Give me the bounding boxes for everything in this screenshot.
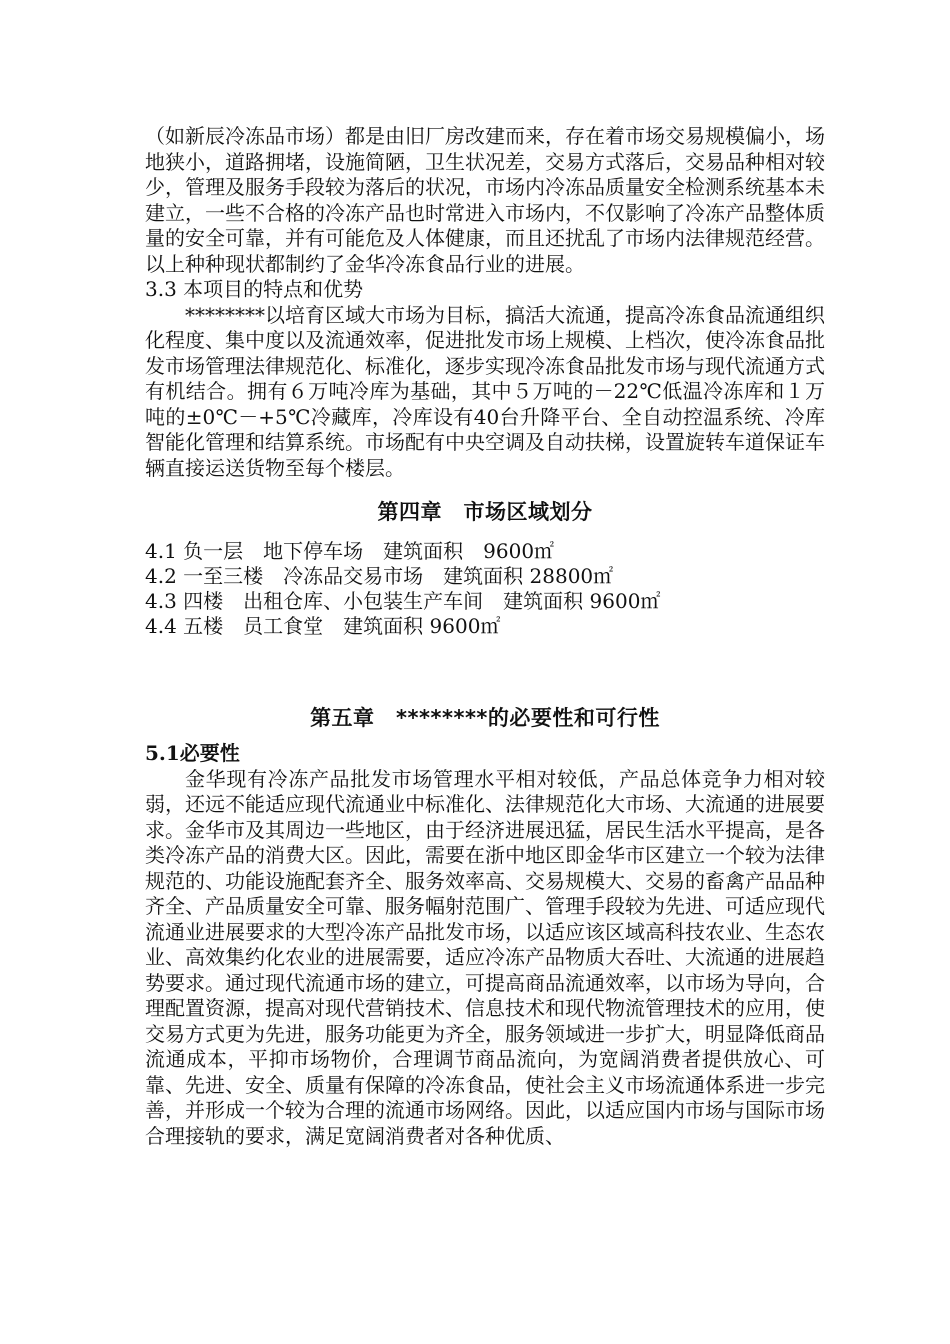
section3-features-paragraph: ********以培育区域大市场为目标，搞活大流通，提高冷冻食品流通组织化程度、集中度以及流通效率，促进批发市场上规模、上档次，使冷冻食品批发市场管理法律规范化、标准化，逐步实现冷冻食品批发市场与现代流通方式有机结合。拥有６万吨冷库为基础，其中５万吨的－22℃低温冷冻库和１万吨的±0℃－+5℃冷藏库，冷库设有40台升降平台、全自动控温系统、冷库智能化管理和结算系统。市场配有中央空调及自动扶梯，设置旋转车道保证车辆直接运送货物至每个楼层。 — [145, 302, 825, 480]
chapter-4-title: 第四章 市场区域划分 — [377, 500, 593, 524]
chapter-5-title: 第五章 ********的必要性和可行性 — [310, 706, 660, 730]
section3-paragraph-continued: （如新辰冷冻品市场）都是由旧厂房改建而来，存在着市场交易规模偏小，场地狭小，道路拥堵，设施简陋，卫生状况差，交易方式落后，交易品种相对较少，管理及服务手段较为落后的状况，市场内冷冻品质量安全检测系统基本未建立，一些不合格的冷冻产品也时常进入市场内，不仅影响了冷冻产品整体质量的安全可靠，并有可能危及人体健康，而且还扰乱了市场内法律规范经营。以上种种现状都制约了金华冷冻食品行业的进展。 — [145, 124, 825, 276]
necessity-paragraph: 金华现有冷冻产品批发市场管理水平相对较低，产品总体竞争力相对较弱，还远不能适应现代流通业中标准化、法律规范化大市场、大流通的进展要求。金华市及其周边一些地区，由于经济进展迅猛，居民生活水平提高，是各类冷冻产品的消费大区。因此，需要在浙中地区即金华市区建立一个较为法律规范的、功能设施配套齐全、服务效率高、交易规模大、交易的畜禽产品品种齐全、产品质量安全可靠、服务幅射范围广、管理手段较为先进、可适应现代流通业进展要求的大型冷冻产品批发市场，以适应该区域高科技农业、生态农业、高效集约化农业的进展需要，适应冷冻产品物质大吞吐、大流通的进展趋势要求。通过现代流通市场的建立，可提高商品流通效率，以市场为导向，合理配置资源，提高对现代营销技术、信息技术和现代物流管理技术的应用，使交易方式更为先进，服务功能更为齐全，服务领域进一步扩大，明显降低商品流通成本，平抑市场物价，合理调节商品流向，为宽阔消费者提供放心、可靠、先进、安全、质量有保障的冷冻食品，使社会主义市场流通体系进一步完善，并形成一个较为合理的流通市场网络。因此，以适应国内市场与国际市场合理接轨的要求，满足宽阔消费者对各种优质、 — [145, 766, 825, 1148]
area-item-4-4: 4.4 五楼 员工食堂 建筑面积 9600㎡ — [145, 614, 501, 638]
area-item-4-3: 4.3 四楼 出租仓库、小包装生产车间 建筑面积 9600㎡ — [145, 589, 661, 613]
area-division-list — [145, 539, 825, 639]
section-3-3-heading: 3.3 本项目的特点和优势 — [145, 277, 364, 301]
area-item-4-2: 4.2 一至三楼 冷冻品交易市场 建筑面积 28800㎡ — [145, 564, 614, 588]
section-5-1-heading: 5.1必要性 — [145, 741, 240, 765]
area-item-4-1: 4.1 负一层 地下停车场 建筑面积 9600㎡ — [145, 539, 555, 563]
document-page — [145, 124, 825, 1149]
